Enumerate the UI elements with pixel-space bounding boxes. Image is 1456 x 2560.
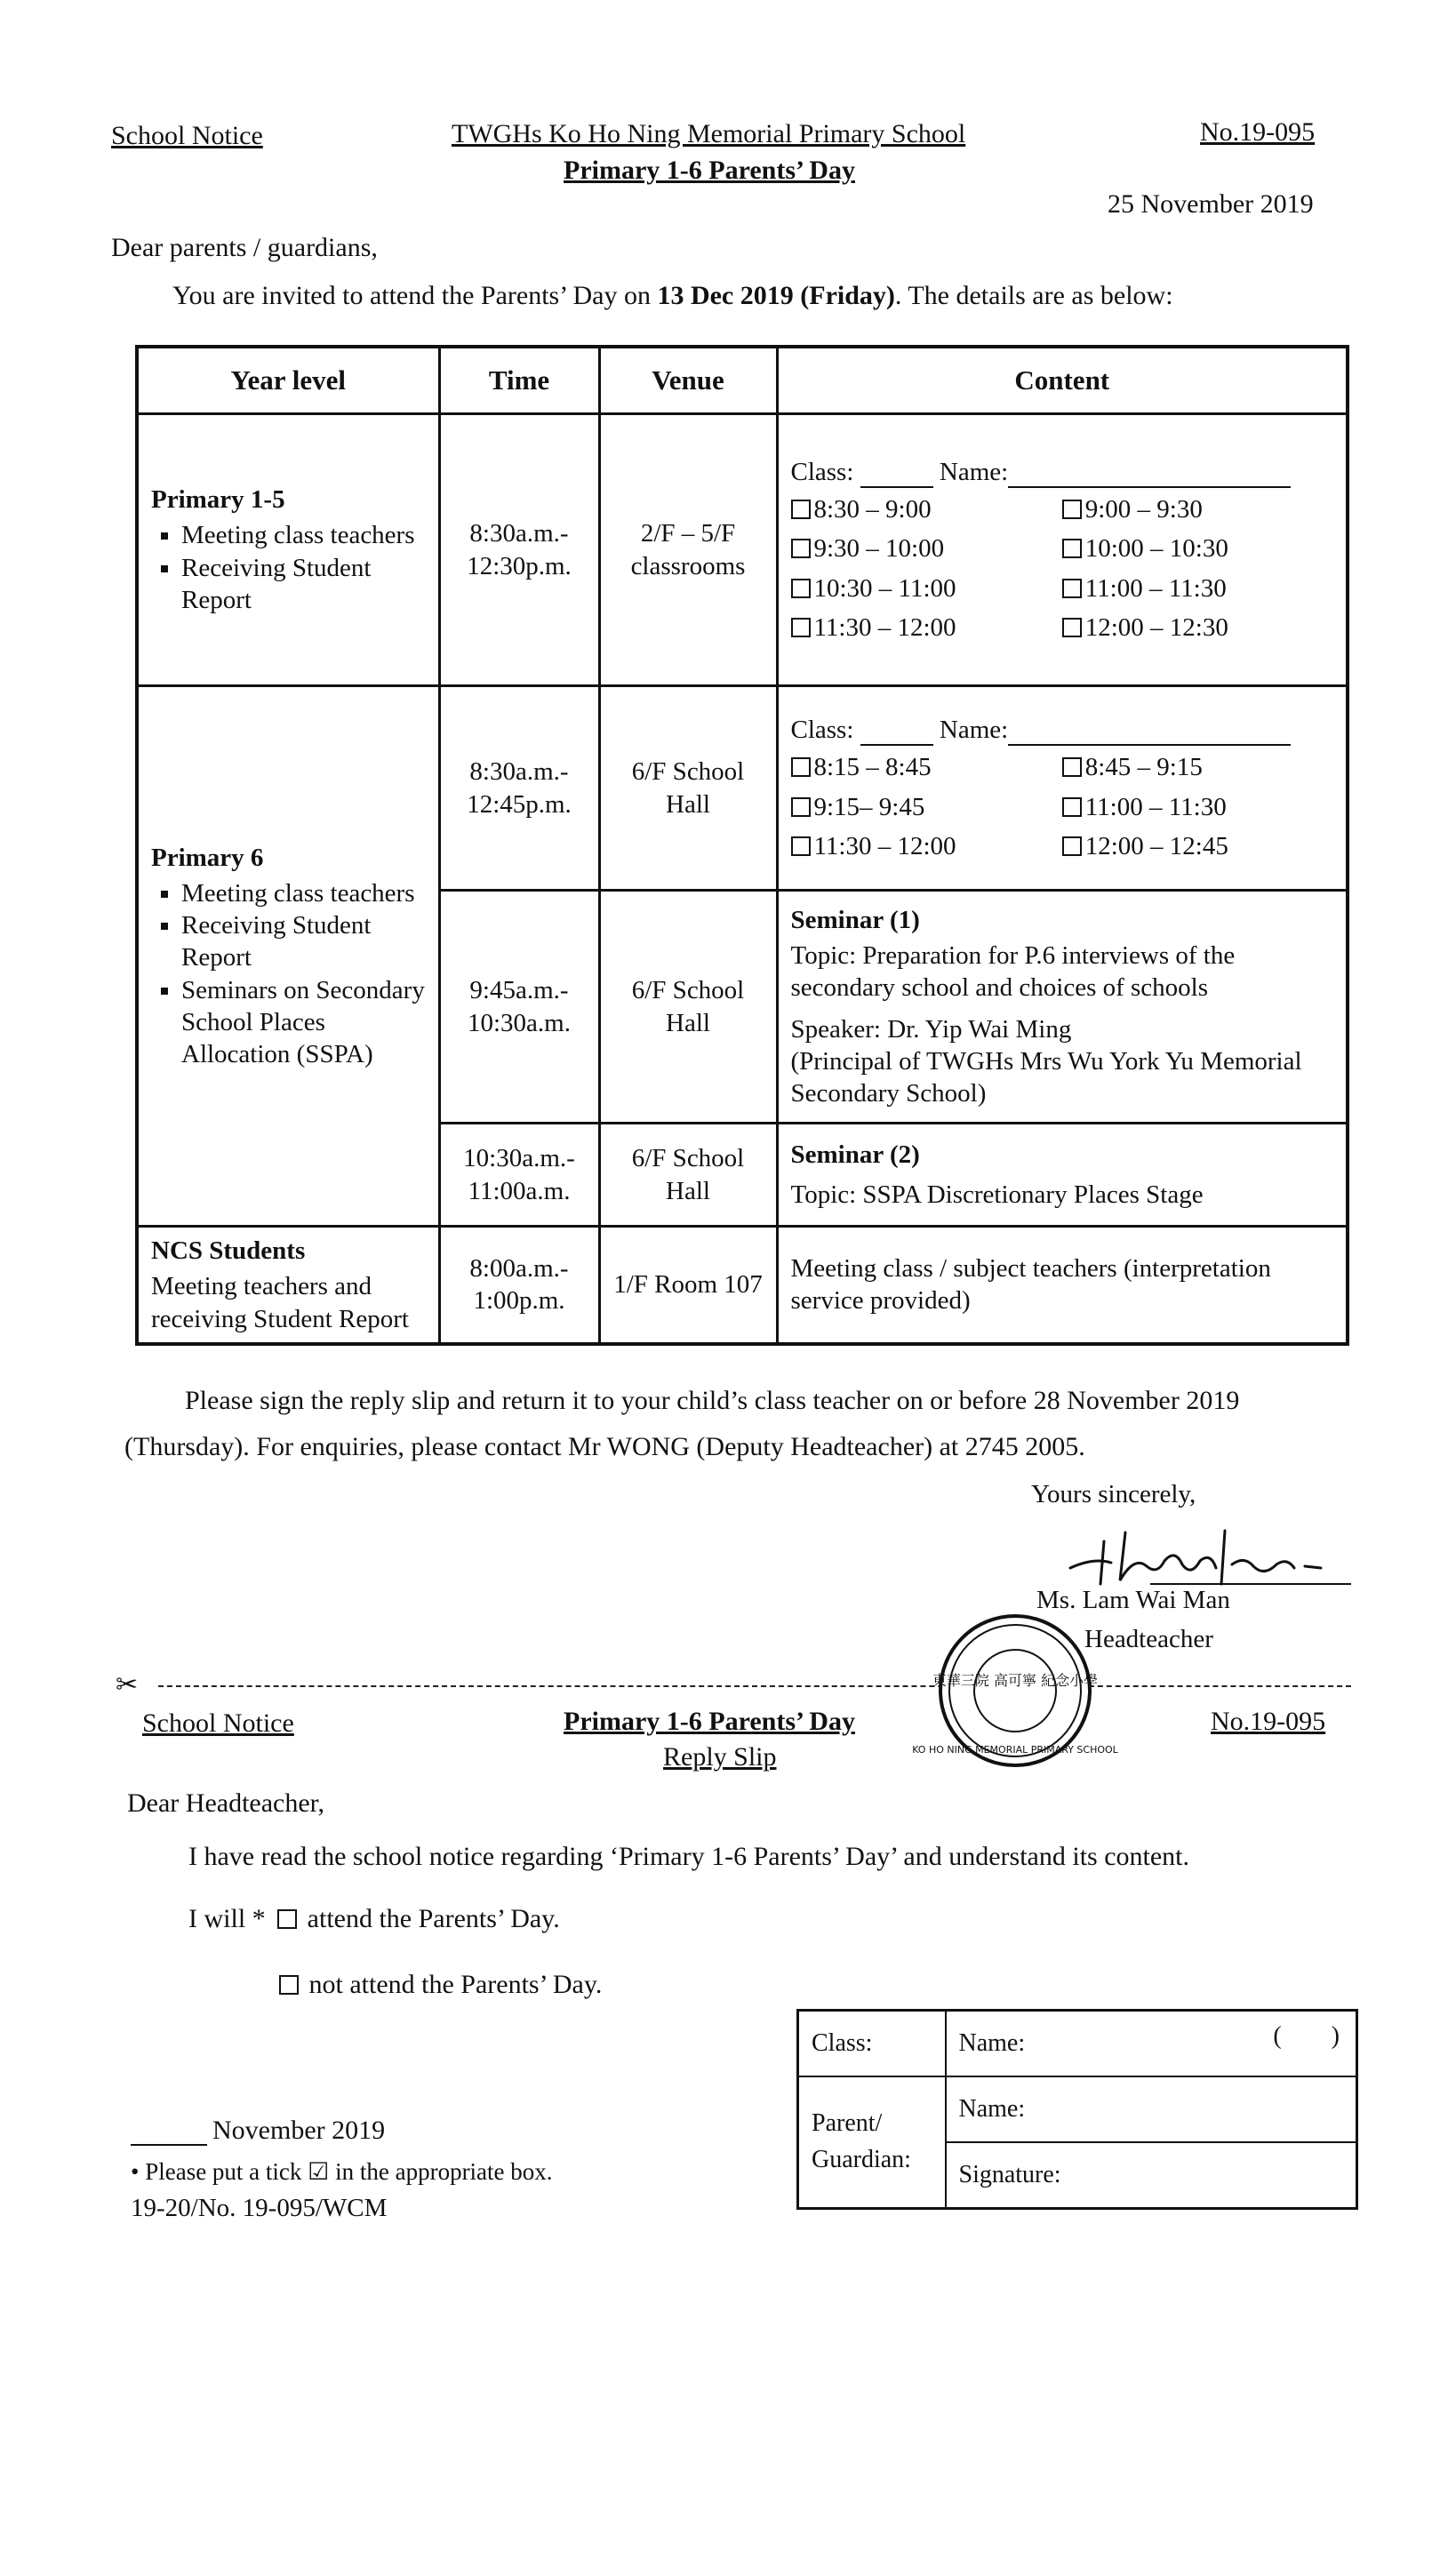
checkbox-icon[interactable] [1062,539,1082,558]
table-row [137,1227,1348,1344]
timeslot-checkbox[interactable]: 10:00 – 10:30 [1062,532,1333,564]
year-title: NCS Students [151,1236,306,1265]
slip-salutation: Dear Headteacher, [127,1788,324,1818]
content-cell [777,891,1348,1124]
year-cell-p1-5 [137,414,439,686]
seminar-speaker: Speaker: Dr. Yip Wai Ming [790,1014,1072,1044]
timeslot-checkbox[interactable]: 11:00 – 11:30 [1062,572,1333,604]
checkbox-icon[interactable] [1062,836,1082,856]
list-item: ▪ Seminars on Secondary School Places Allocation (SSPA) [181,974,426,1071]
list-item: ▪ Meeting class teachers [181,877,426,909]
year-cell-p6 [137,686,439,1227]
col-header-venue: Venue [599,347,777,414]
school-stamp-icon [912,1611,1118,1771]
checkbox-icon[interactable] [791,539,811,558]
headteacher-signature [1058,1522,1360,1589]
attend-checkbox[interactable] [277,1909,297,1929]
year-title: Primary 6 [151,843,264,872]
col-header-year: Year level [137,347,439,414]
class-name-line: Class: Name: [791,714,1334,746]
table-header-row [137,347,1348,414]
venue-cell: 1/F Room 107 [599,1227,777,1344]
scissors-icon: ✂ [116,1669,139,1700]
checkbox-icon[interactable] [1062,500,1082,519]
checkbox-icon[interactable] [791,579,811,598]
timeslot-checkbox[interactable]: 8:30 – 9:00 [791,493,1062,525]
content-cell [777,686,1348,891]
speaker-detail: (Principal of TWGHs Mrs Wu York Yu Memorial Secondary School) [790,1046,1302,1108]
school-name: TWGHs Ko Ho Ning Memorial Primary School [452,119,966,148]
seminar-title: Seminar (2) [790,1140,920,1170]
cut-line [158,1685,1351,1687]
slip-date: November 2019 [131,2116,385,2146]
timeslot-checkbox[interactable]: 11:30 – 12:00 [791,830,1062,862]
date-blank[interactable] [131,2144,207,2146]
guardian-label: Parent/ Guardian: [798,2076,946,2209]
time-cell: 8:30a.m.- 12:45p.m. [439,686,599,891]
slip-statement: I have read the school notice regarding ‘Primary 1-6 Parents’ Day’ and understand its content. [188,1842,1190,1871]
notice-label: School Notice [111,121,263,150]
schedule-table [135,345,1349,1346]
content-cell [777,414,1348,686]
timeslot-checkbox[interactable]: 8:15 – 8:45 [791,751,1062,783]
time-cell: 8:00a.m.- 1:00p.m. [439,1227,599,1344]
col-header-time: Time [439,347,599,414]
time-cell: 8:30a.m.- 12:30p.m. [439,414,599,686]
seminar-topic: Topic: Preparation for P.6 interviews of the secondary school and choices of schools [790,941,1236,1003]
signer-name: Ms. Lam Wai Man [1036,1586,1230,1614]
stamp-outer-text: KO HO NING MEMORIAL PRIMARY SCHOOL [912,1744,1118,1756]
checkbox-icon[interactable] [1062,579,1082,598]
content-cell [777,1124,1348,1227]
notice-number: No.19-095 [1200,117,1316,147]
venue-cell: 6/F School Hall [599,1124,777,1227]
guardian-name-field[interactable]: Name: [946,2076,1357,2142]
venue-cell: 2/F – 5/F classrooms [599,414,777,686]
slip-notice-label: School Notice [142,1708,294,1738]
year-title: Primary 1-5 [151,485,285,514]
class-name-line: Class: Name: [791,456,1334,488]
table-row [137,414,1348,686]
salutation: Dear parents / guardians, [111,233,378,262]
timeslot-checkbox[interactable]: 8:45 – 9:15 [1062,751,1333,783]
class-field[interactable]: Class: [798,2011,946,2077]
reply-form-table [796,2009,1358,2210]
timeslot-checkbox[interactable]: 10:30 – 11:00 [791,572,1062,604]
seminar-topic: Topic: SSPA Discretionary Places Stage [790,1180,1204,1209]
checkbox-icon[interactable] [791,797,811,817]
time-cell: 10:30a.m.- 11:00a.m. [439,1124,599,1227]
year-cell-ncs [137,1227,439,1344]
list-item: ▪ Receiving Student Report [181,909,426,974]
checkbox-icon[interactable] [1062,757,1082,777]
reference-code: 19-20/No. 19-095/WCM [131,2194,388,2222]
table-row [137,686,1348,891]
notice-date: 25 November 2019 [1108,189,1314,219]
not-attend-checkbox[interactable] [279,1975,299,1995]
slot-grid [791,493,1334,644]
closing: Yours sincerely, [1031,1480,1196,1508]
list-item: ▪ Receiving Student Report [181,552,426,617]
tick-note: • Please put a tick ☑ in the appropriate box. [131,2158,553,2185]
timeslot-checkbox[interactable]: 9:15– 9:45 [791,791,1062,823]
timeslot-checkbox[interactable]: 9:00 – 9:30 [1062,493,1333,525]
checkbox-icon[interactable] [791,618,811,637]
bullet-list [151,877,426,1071]
stamp-inner-text: 東華三院 高可寧 紀念小學 [932,1672,1099,1689]
not-attend-option: not attend the Parents’ Day. [279,1970,602,2000]
checkbox-icon[interactable] [1062,618,1082,637]
list-item: ▪ Meeting class teachers [181,519,426,551]
timeslot-checkbox[interactable]: 11:30 – 12:00 [791,612,1062,644]
bullet-list [151,519,426,616]
slip-title: Primary 1-6 Parents’ Day [564,1707,855,1736]
signature-field[interactable]: Signature: [946,2142,1357,2209]
timeslot-checkbox[interactable]: 11:00 – 11:30 [1062,791,1333,823]
student-name-field[interactable]: Name: ( ) [946,2011,1357,2077]
time-cell: 9:45a.m.- 10:30a.m. [439,891,599,1124]
timeslot-checkbox[interactable]: 12:00 – 12:45 [1062,830,1333,862]
notice-title: Primary 1-6 Parents’ Day [564,156,855,185]
slip-number: No.19-095 [1211,1707,1326,1736]
slot-grid [791,751,1334,862]
checkbox-icon[interactable] [791,836,811,856]
seminar-title: Seminar (1) [790,905,920,934]
intro-paragraph: You are invited to attend the Parents’ Day on 13 Dec 2019 (Friday). The details are as below: [172,281,1173,310]
signer-title: Headteacher [1084,1625,1213,1653]
timeslot-checkbox[interactable]: 9:30 – 10:00 [791,532,1062,564]
venue-cell: 6/F School Hall [599,891,777,1124]
checkbox-icon[interactable] [791,757,811,777]
checkbox-icon[interactable] [1062,797,1082,817]
attend-option: I will * attend the Parents’ Day. [188,1904,560,1933]
venue-cell: 6/F School Hall [599,686,777,891]
timeslot-checkbox[interactable]: 12:00 – 12:30 [1062,612,1333,644]
class-number-bracket: ( ) [1273,2022,1340,2050]
ncs-desc: Meeting teachers and receiving Student Report [151,1272,409,1333]
table-row [798,2076,1357,2142]
content-cell: Meeting class / subject teachers (interpretation service provided) [777,1227,1348,1344]
slip-subtitle: Reply Slip [663,1742,777,1772]
checkbox-icon[interactable] [791,500,811,519]
table-row [798,2011,1357,2077]
col-header-content: Content [777,347,1348,414]
reply-instruction: Please sign the reply slip and return it to your child’s class teacher on or before 28 November 2019 (Thursday). For enquiries, please contact Mr WONG (Deputy Headteacher) at 2745 2005. [124,1386,1240,1461]
